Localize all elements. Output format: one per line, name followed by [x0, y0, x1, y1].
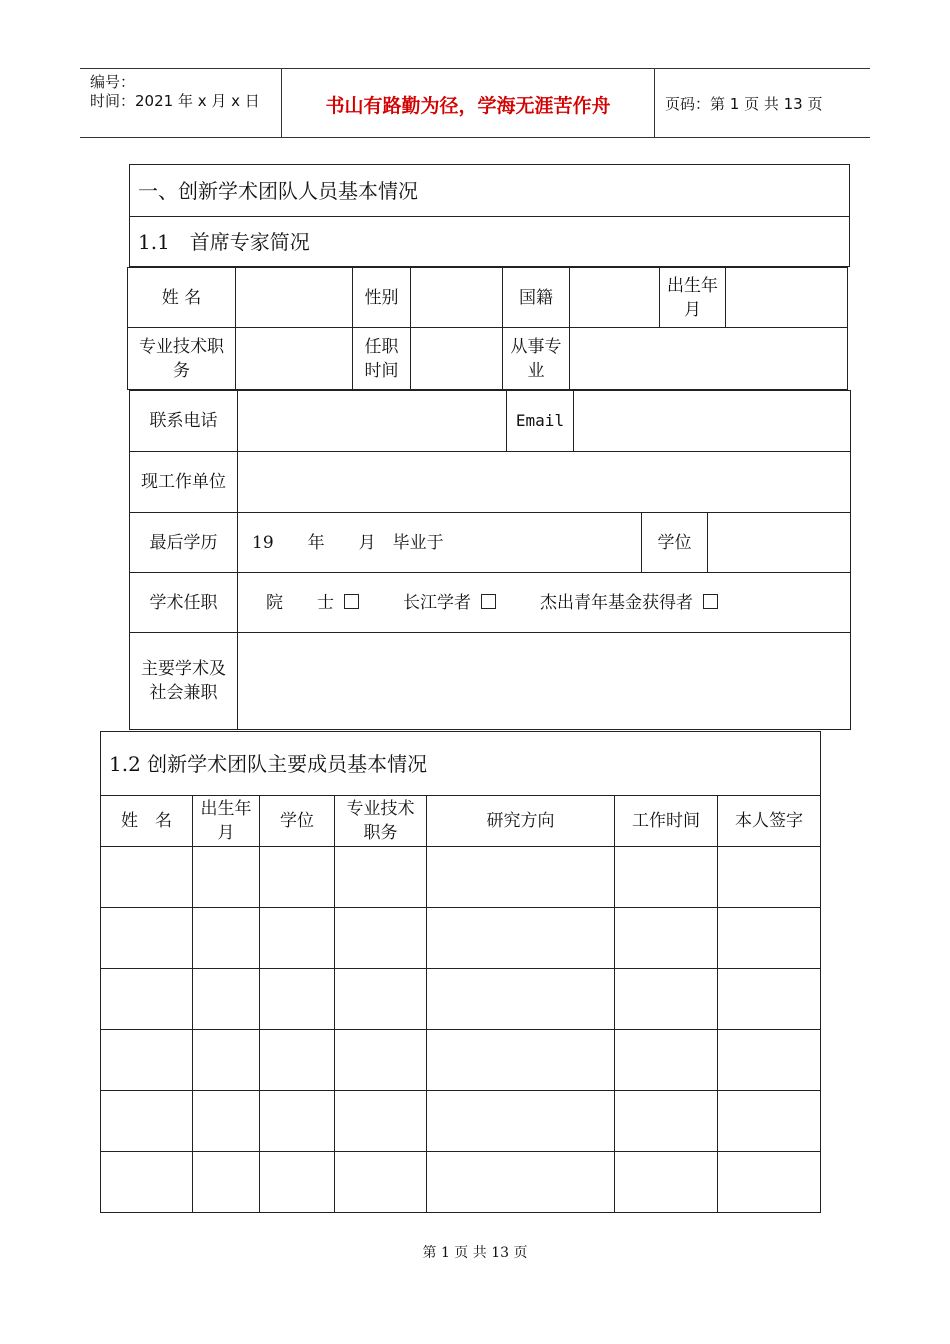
value-degree[interactable]	[708, 513, 851, 573]
chief-expert-education-table	[129, 512, 851, 573]
table-cell[interactable]	[427, 847, 615, 908]
value-phone[interactable]	[238, 391, 507, 452]
table-cell[interactable]	[335, 1091, 427, 1152]
table-row	[101, 1152, 821, 1213]
table-cell[interactable]	[335, 1152, 427, 1213]
header-time: 时间：2021 年 x 月 x 日	[90, 92, 260, 110]
label-email: Email	[507, 391, 574, 452]
value-major[interactable]	[570, 328, 848, 390]
label-part-time-positions: 主要学术及社会兼职	[130, 633, 238, 730]
table-cell[interactable]	[101, 908, 193, 969]
header-motto: 书山有路勤为径，学海无涯苦作舟	[325, 95, 611, 117]
label-degree: 学位	[642, 513, 708, 573]
label-phone: 联系电话	[130, 391, 238, 452]
table-cell[interactable]	[718, 908, 821, 969]
table-cell[interactable]	[193, 847, 260, 908]
table-cell[interactable]	[260, 969, 335, 1030]
subsection-1-1-title: 1.1 首席专家简况	[130, 217, 850, 267]
value-gender[interactable]	[411, 268, 503, 328]
label-academic-post: 学术任职	[130, 573, 238, 633]
table-cell[interactable]	[427, 1152, 615, 1213]
section-title: 一、创新学术团队人员基本情况	[130, 165, 850, 217]
changjiang-checkbox[interactable]	[481, 594, 496, 609]
label-professional-title: 专业技术职务	[128, 328, 236, 390]
table-cell[interactable]	[615, 1030, 718, 1091]
table-cell[interactable]	[718, 1091, 821, 1152]
table-cell[interactable]	[101, 847, 193, 908]
value-tenure[interactable]	[411, 328, 503, 390]
table-cell[interactable]	[615, 908, 718, 969]
table-cell[interactable]	[260, 1152, 335, 1213]
label-birth: 出生年月	[660, 268, 726, 328]
table-cell[interactable]	[193, 1091, 260, 1152]
label-gender: 性别	[353, 268, 411, 328]
table-cell[interactable]	[427, 1030, 615, 1091]
value-work-unit[interactable]	[238, 452, 851, 513]
table-cell[interactable]	[193, 1152, 260, 1213]
col-header-professional-title: 专业技术职务	[335, 796, 427, 847]
table-cell[interactable]	[718, 1030, 821, 1091]
table-cell[interactable]	[427, 908, 615, 969]
header-meta	[80, 69, 281, 137]
label-tenure: 任职时间	[353, 328, 411, 390]
value-birth[interactable]	[726, 268, 848, 328]
table-cell[interactable]	[101, 969, 193, 1030]
option-changjiang-label: 长江学者	[403, 592, 471, 613]
value-education[interactable]: 19 年 月 毕业于	[238, 513, 642, 573]
table-cell[interactable]	[335, 908, 427, 969]
table-cell[interactable]	[193, 1030, 260, 1091]
table-cell[interactable]	[260, 847, 335, 908]
table-cell[interactable]	[427, 969, 615, 1030]
value-part-time-positions[interactable]	[238, 633, 851, 730]
option-academician-label: 院 士	[266, 592, 334, 613]
academic-post-options	[238, 573, 851, 633]
table-row	[101, 969, 821, 1030]
team-members-table	[100, 731, 821, 1213]
chief-expert-academic-table	[129, 572, 851, 730]
page-header	[80, 68, 870, 138]
chief-expert-contact-table	[129, 390, 851, 513]
header-motto-cell	[281, 69, 655, 137]
col-header-degree: 学位	[260, 796, 335, 847]
serial-number: 编号：	[90, 73, 136, 91]
table-cell[interactable]	[718, 969, 821, 1030]
section-title-table	[129, 164, 850, 267]
subsection-1-2-title: 1.2 创新学术团队主要成员基本情况	[101, 732, 821, 796]
value-professional-title[interactable]	[236, 328, 353, 390]
table-cell[interactable]	[101, 1091, 193, 1152]
table-cell[interactable]	[718, 847, 821, 908]
table-cell[interactable]	[335, 847, 427, 908]
col-header-birth: 出生年月	[193, 796, 260, 847]
table-cell[interactable]	[615, 847, 718, 908]
table-row	[101, 1091, 821, 1152]
table-cell[interactable]	[335, 969, 427, 1030]
value-email[interactable]	[574, 391, 851, 452]
option-jieqing-label: 杰出青年基金获得者	[540, 592, 693, 613]
jieqing-checkbox[interactable]	[703, 594, 718, 609]
table-cell[interactable]	[101, 1152, 193, 1213]
value-nationality[interactable]	[570, 268, 660, 328]
table-cell[interactable]	[335, 1030, 427, 1091]
chief-expert-basic-table	[127, 267, 848, 390]
table-cell[interactable]	[193, 908, 260, 969]
table-cell[interactable]	[615, 1152, 718, 1213]
table-cell[interactable]	[260, 1091, 335, 1152]
table-cell[interactable]	[718, 1152, 821, 1213]
table-cell[interactable]	[260, 908, 335, 969]
academician-checkbox[interactable]	[344, 594, 359, 609]
table-row	[101, 908, 821, 969]
table-cell[interactable]	[615, 969, 718, 1030]
label-work-unit: 现工作单位	[130, 452, 238, 513]
value-name[interactable]	[236, 268, 353, 328]
col-header-work-time: 工作时间	[615, 796, 718, 847]
label-major: 从事专业	[503, 328, 570, 390]
table-cell[interactable]	[101, 1030, 193, 1091]
table-cell[interactable]	[427, 1091, 615, 1152]
col-header-research-direction: 研究方向	[427, 796, 615, 847]
label-nationality: 国籍	[503, 268, 570, 328]
label-name: 姓 名	[128, 268, 236, 328]
col-header-signature: 本人签字	[718, 796, 821, 847]
table-cell[interactable]	[260, 1030, 335, 1091]
page-footer: 第 1 页 共 13 页	[422, 1245, 528, 1261]
header-page-number: 页码：第 1 页 共 13 页	[665, 95, 823, 113]
table-cell[interactable]	[193, 969, 260, 1030]
table-cell[interactable]	[615, 1091, 718, 1152]
table-row	[101, 847, 821, 908]
table-row	[101, 1030, 821, 1091]
col-header-name: 姓 名	[101, 796, 193, 847]
header-page-cell	[655, 69, 870, 137]
label-education: 最后学历	[130, 513, 238, 573]
